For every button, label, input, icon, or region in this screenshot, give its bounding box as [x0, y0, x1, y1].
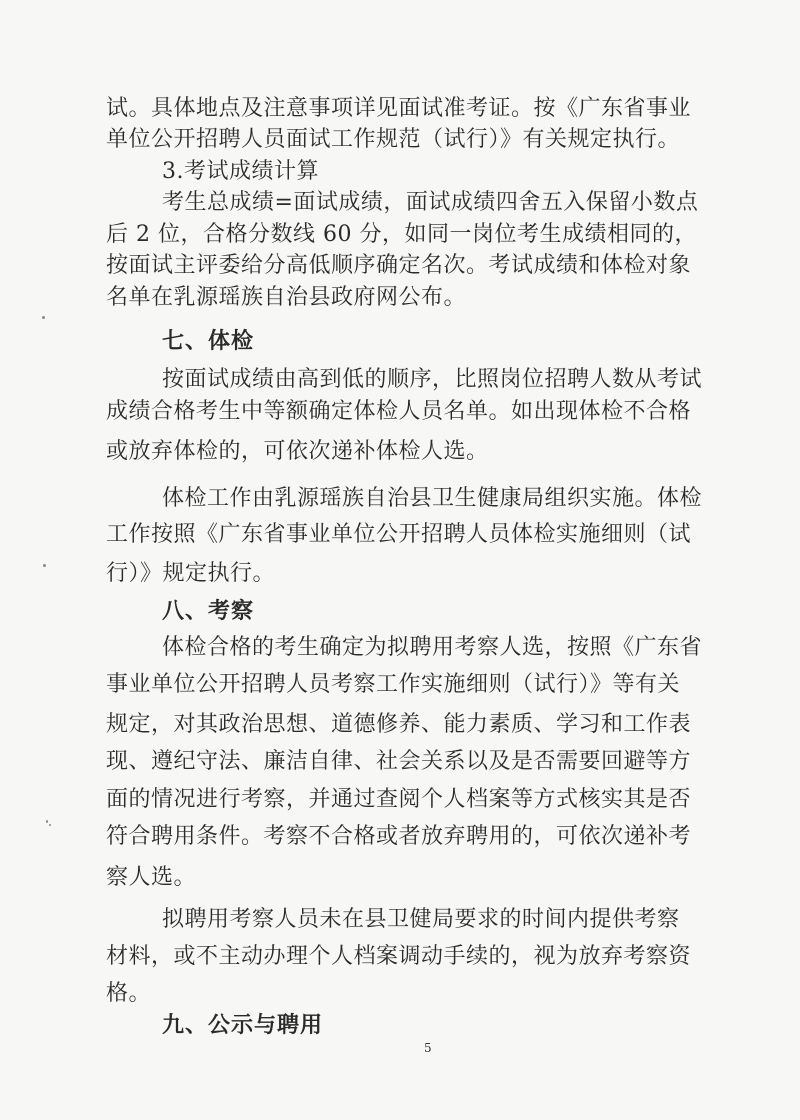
text-line: 体检合格的考生确定为拟聘用考察人选，按照《广东省	[162, 635, 703, 660]
scan-speck	[43, 564, 46, 567]
text-line: 符合聘用条件。考察不合格或者放弃聘用的，可依次递补考	[106, 824, 692, 849]
text-line: 体检工作由乳源瑶族自治县卫生健康局组织实施。体检	[162, 486, 703, 511]
text-line: 现、遵纪守法、廉洁自律、社会关系以及是否需要回避等方	[106, 749, 692, 774]
text-line: 按面试成绩由高到低的顺序，比照岗位招聘人数从考试	[162, 367, 703, 392]
text-line: 面的情况进行考察，并通过查阅个人档案等方式核实其是否	[106, 787, 692, 812]
text-line: 格。	[106, 981, 152, 1006]
text-line: 规定，对其政治思想、道德修养、能力素质、学习和工作表	[106, 712, 692, 737]
text-line: 名单在乳源瑶族自治县政府网公布。	[106, 285, 467, 310]
text-line: 材料，或不主动办理个人档案调动手续的，视为放弃考察资	[106, 944, 692, 969]
scan-speck	[46, 820, 48, 823]
text-line: 行）》规定执行。	[106, 561, 276, 586]
scan-speck	[49, 824, 51, 826]
text-line: 后 2 位，合格分数线 60 分，如同一岗位考生成绩相同的，	[106, 222, 697, 247]
page-number: 5	[424, 1041, 432, 1055]
section-heading: 八、考察	[162, 599, 255, 624]
scan-speck	[42, 316, 45, 319]
text-line: 察人选。	[106, 865, 197, 890]
text-line: 工作按照《广东省事业单位公开招聘人员体检实施细则（试	[106, 522, 692, 547]
text-line: 考生总成绩=面试成绩，面试成绩四舍五入保留小数点	[162, 190, 699, 215]
text-line: 成绩合格考生中等额确定体检人员名单。如出现体检不合格	[106, 399, 692, 424]
section-heading: 九、公示与聘用	[162, 1013, 324, 1038]
text-line: 试。具体地点及注意事项详见面试准考证。按《广东省事业	[106, 96, 692, 121]
section-heading: 七、体检	[162, 329, 255, 354]
subsection-heading: 3.考试成绩计算	[162, 159, 319, 184]
text-line: 或放弃体检的，可依次递补体检人选。	[106, 439, 489, 464]
text-line: 按面试主评委给分高低顺序确定名次。考试成绩和体检对象	[106, 253, 692, 278]
text-line: 事业单位公开招聘人员考察工作实施细则（试行）》等有关	[106, 672, 681, 697]
text-line: 单位公开招聘人员面试工作规范（试行）》有关规定执行。	[106, 127, 681, 152]
text-line: 拟聘用考察人员未在县卫健局要求的时间内提供考察	[162, 907, 680, 932]
